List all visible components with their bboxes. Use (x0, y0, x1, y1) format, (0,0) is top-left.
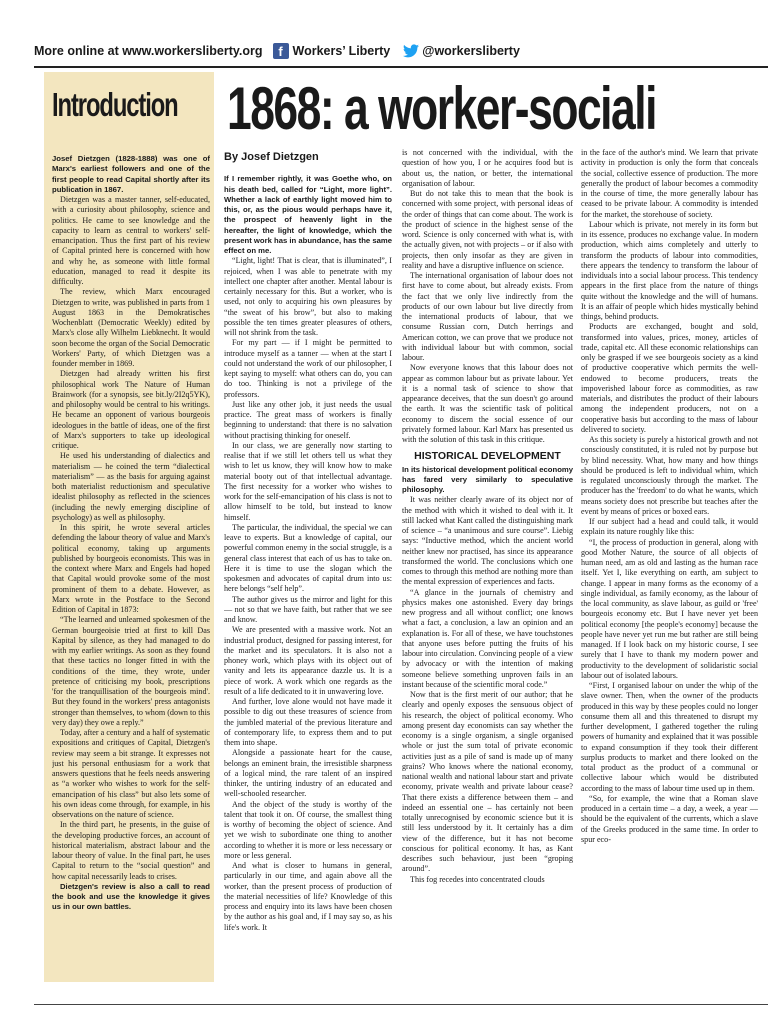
masthead-rule (34, 66, 768, 68)
article-paragraph: And the object of the study is worthy of the talent that took it on. Of course, the smallest thing is worthy of becoming the object of science. And yet we wish to subordinate one thing to another according to whether it is more or less necessary or more or less general. (224, 799, 392, 860)
article-paragraph: As this society is purely a historical growth and not consciously constituted, it is ruled not by purpose but by blind necessity. What, how many and how things should be produced is left to individual whim, which is regulated unconsciously through the market. The producer has the 'freedom' to do what he wants, which means society does not prescribe but teaches after the event by means of prices or boxed ears. (581, 435, 758, 516)
article-headline: 1868: a worker-sociali (227, 75, 656, 142)
intro-quote: “The learned and unlearned spokesmen of the German bourgeoisie tried at first to kill Das Kapital by silence, as they had managed to do with my earlier writings. As soon as they found that these tactics no longer fitted in with the conditions of the time, they wrote, under pretence of criticising my book, prescriptions 'for the tranquillisation of the bourgeois mind'. But they found in the workers' press antagonists stronger than themselves, to whom (down to this very day) they owe a reply.” (52, 615, 210, 727)
article-paragraph: We are presented with a massive work. Not an industrial product, designed for passing interest, for the market and its speculators. It is also not a phoney work, which plays with its object out of vanity and lets its appearance dazzle us. It is a piece of work. A work which one regards as the result of a life dedicated to it in unwavering love. (224, 625, 392, 696)
intro-paragraph: In the third part, he presents, in the guise of the developing productive forces, an account of historical materialism, abstract labour and the labour theory of value. In the final part, he uses Capital to return to the “social question” and how capital necessarily leads to crises. (52, 820, 210, 881)
article-paragraph: The particular, the individual, the special we can leave to experts. But a knowledge of capital, our powerful common enemy in the social struggle, is a general class interest that each of us has to take on. Here it is time to use the slogan which the spokesmen and advocates of capital drum into us: here belongs “self help”. (224, 522, 392, 594)
article-paragraph: Labour which is private, not merely in its form but in its essence, produces no exchange value. In modern production, which aims completely and utterly to transform the products of labour into commodities, there appears the tendency to transform the labour of individuals into a social labour process. This tendency appears in the first place from the nature of things quite without the knowledge and the will of humans. It is an affair of people which hides mystically behind things, behind products. (581, 219, 758, 321)
section-lead: In its historical development political economy has fared very similarly to speculative philosophy. (402, 464, 573, 494)
article-column-3 (581, 148, 758, 978)
article-quote: “First, I organised labour on under the whip of the slave owner. Then, when the owner of the products produced in this way by these peoples could no longer consume them all and this threatened to disrupt my further development, I gathered together the ruling powers of humanity and explained that it was possible to expand consumption if they took their different surplus products to market and there looked on the total product as the product of a communal or collective labour which would be distributed according to the mass of labour time used up in them. (581, 681, 758, 793)
introduction-title: Introduction (52, 86, 178, 123)
footer-rule (34, 1004, 768, 1005)
article-paragraph: In our class, we are generally now starting to realise that if we still let others tell us what they wish to let us know, they will know how to make material booty out of that intellectual advantage. The first necessity for a worker who wishes to work for the self-emancipation of his class is not to allow himself to be told, but instead to know himself. (224, 440, 392, 522)
intro-paragraph: The review, which Marx encouraged Dietzgen to write, was published in parts from 1 August 1863 in the Demokratisches Wochenblatt (Democratic Weekly) edited by Marx's close ally Wilhelm Liebknecht. It would soon become the organ of the Social Democratic Workers' Party, of which Dietzgen was a founder member in 1869. (52, 287, 210, 368)
article-column-2 (402, 148, 573, 978)
section-heading: HISTORICAL DEVELOPMENT (414, 450, 561, 463)
intro-paragraph: He used his understanding of dialectics and materialism — he coined the term “dialectical materialism” — as the basis for arguing against both materialist reductionism and speculative idealist philosophy as reflected in the sciences (including the newly emerging discipline of psychology) as well as philosophy. (52, 451, 210, 522)
article-paragraph: “A glance in the journals of chemistry and physics makes one astonished. Every day brings new progress and all without conflict; one knows what a fact, a conclusion, a law an opinion and an explanation is. For all of these, we have touchstones that anyone uses before putting the fruits of his labour into circulation. Convincing people of a view by advocacy or with the intention of making someone believe something unproven fails in an instant because of the scientific moral code.” (402, 587, 573, 689)
site-url[interactable]: More online at www.workersliberty.org (34, 44, 263, 58)
article-paragraph: It was neither clearly aware of its object nor of the method with which it wished to deal with it. It still lacked what Kant called the distinguishing mark of science – “a unanimous and sure course”. Liebig says: “Inductive method, which the ancient world neither knew nor practised, has since its appearance transformed the world. The conclusions which one comes to through this method are nothing more than the mental expression of experiences and facts. (402, 495, 573, 587)
article-paragraph: Alongside a passionate heart for the cause, belongs an eminent brain, the irresistible sharpness of a logical mind, the rare talent of an inspired thinker, the untiring industry of an educated and well-schooled researcher. (224, 748, 392, 799)
article-paragraph: But do not take this to mean that the book is concerned with some project, with personal ideas of the order of things that can come about. The work is the product of science in the highest sense of the word. Science is only concerned with what is, with the actually given, not with projects – or if also with projects, then only insofar as they are given in reality and have a disruptive influence on science. (402, 189, 573, 270)
article-paragraph: in the face of the author's mind. We learn that private activity in production is only the form that conceals the social, collective essence of production. The more generally the product of labour becomes a commodity in the course of time, the more generally labour has ceased to be private labour. A commodity is intended for the market, the storehouse of society. (581, 148, 758, 219)
introduction-column (52, 154, 210, 964)
facebook-label[interactable]: Workers’ Liberty (292, 44, 391, 58)
article-quote: “So, for example, the wine that a Roman slave produced in a certain time – a day, a week, a year — should be the equivalent of the currents, which a slave of the Greeks produced in the same time. In order to spur eco- (581, 793, 758, 844)
article-paragraph: Now that is the first merit of our author; that he clearly and openly exposes the sensuous object of his research, the object of political economy. Who among present day economists can say whether the economy is a single organism, a single organised whole or just the sum total of private economic activities just as a pile of sand is made up of many grains? Who knows where the national economy, national wealth and national labour start and private economy, private wealth and private labour cease? That there exists a difference between them – and indeed an essential one – has certainly not been totally unrecognised by economic science but it is still less understood by it. It certainly has a dim view of the difference, but it has not become conscious for political economy. It has, as Kant describes such behaviour, just been “groping around”. (402, 690, 573, 874)
article-lead: If I remember rightly, it was Goethe who, on his death bed, called for “Light, more light”. Whether a lack of earthly light moved him to this, or, as the pious would perhaps have it, the prospect of heavenly light in the hereafter, the light of knowledge, which the present work has in abundance, has the same effect on me. (224, 174, 392, 255)
article-quote: “I, the process of production in general, along with good Mother Nature, the source of all objects of human need, am as old and lasting as the human race itself. Yet I, like everything on earth, am subject to change. I appear in many forms as the economy of a single individual, as family economy, as the labour of the local community, as slave labour, as guild or 'free' bourgeois economy etc. But I have never yet been political economy [the people's economy] because the people have never yet run me but rather are still being managed. If I look back on my historic course, I see surely that I have to thank my modern power and productivity to the development of solidaristic social labour out of isolated labours. (581, 537, 758, 680)
intro-paragraph: Today, after a century and a half of systematic expositions and critiques of Capital, Dietzgen's review may seem a bit strange. It expresses not just his personal enthusiasm for a work that answers questions that he feels needs answering as “a worker who wishes to work for the self-emancipation of his class” but also lets some of his own ideas come through, for example, in his observations on the nature of science. (52, 728, 210, 819)
article-paragraph: Just like any other job, it just needs the usual practice. The great mass of workers is finally beginning to understand: that there is no salvation without practising thinking for oneself. (224, 399, 392, 440)
intro-paragraph: Dietzgen was a master tanner, self-educated, with a curiosity about philosophy, science and politics. He came to see knowledge and the capacity to learn as central to workers' self-emancipation. Thus the first part of his review of Capital printed here is concerned with how and why he, as someone with little formal education, managed to read it despite its difficulty. (52, 195, 210, 286)
facebook-icon[interactable]: f (273, 43, 289, 59)
twitter-icon[interactable] (402, 43, 420, 59)
intro-paragraph: In this spirit, he wrote several articles defending the labour theory of value and Marx's political economy, taking up arguments published by bourgeois economists. This was in the context where Marx and Engels had hoped that Capital would provoke some of the most prominent of them to a debate. However, as Marx wrote in the Postface to the Second Edition of Capital in 1873: (52, 523, 210, 614)
article-paragraph: is not concerned with the individual, with the question of how you, I or he acquires food but is about us, the nation, or better, the international organisation of labour. (402, 148, 573, 188)
article-paragraph: “Light, light! That is clear, that is illuminated”, I rejoiced, when I was able to penetrate with my intellect one chapter after another. Mental labour is certainly necessary for this. But a worker, who is used, not only to acquiring his own pleasures by “the sweat of his brow”, but also to making possible the ten times greater pleasures of others, will not shrink from the task. (224, 256, 392, 337)
article-paragraph: And further, love alone would not have made it possible to dig out these treasures of science from the jumbled material of the previous literature and of contemporary life, to express them and to put them into shape. (224, 697, 392, 747)
article-paragraph: The author gives us the mirror and light for this — not so that we have faith, but rather that we see and know. (224, 594, 392, 624)
intro-paragraph: Dietzgen had already written his first philosophical work The Nature of Human Brainwork (for a synopsis, see bit.ly/2I2q5YK), and philosophy would be central to his writings. He became an opponent of various bourgeois ideologues in the battle of ideas, one of the first of Marx's supporters to take up ideological critique. (52, 369, 210, 450)
article-paragraph: Products are exchanged, bought and sold, transformed into values, prices, money, articles of trade, capital etc. All these economic relationships can only be grasped if we see bourgeois society as a kind of productive cooperative which permits the well-endowed to become producers, treats the impoverished labour force as commodities, as raw materials, and distributes the product of their labours among the independent producers, not on a cooperative basis but according to the mass of labour delivered to society. (581, 322, 758, 434)
article-paragraph: The international organisation of labour does not first have to come about, but already exists. From the fact that we only live indirectly from the products of our own labour but live directly from the international products of labour, that we consume Russian corn, Dutch herrings and American cotton, we can prove that we produce not with individual labour but with common, social labour. (402, 271, 573, 362)
intro-lead: Josef Dietzgen (1828-1888) was one of Marx's earliest followers and one of the first people to read Capital shortly after its publication in 1867. (52, 154, 210, 194)
article-paragraph: Now everyone knows that this labour does not appear as common labour but as private labour. Yet it is a normal task of science to show that appearance deceives, that the sun doesn't go around the earth. It was the scientific task of political economy to discern the social essence of our privately formed labour. Karl Marx has presented us with the solution of this task in this critique. (402, 363, 573, 444)
byline: By Josef Dietzgen (224, 151, 319, 163)
article-paragraph: This fog recedes into concentrated clouds (410, 874, 545, 884)
twitter-handle[interactable]: @workersliberty (422, 44, 520, 58)
article-paragraph: If our subject had a head and could talk, it would explain its nature roughly like this: (581, 517, 758, 537)
article-paragraph: For my part — if I might be permitted to introduce myself as a tanner — when at the start I could not understand the work of our philosopher, I kept saying to myself: what others can do, you can do too. Thinking is not a privilege of the professors. (224, 338, 392, 399)
article-paragraph: And what is closer to humans in general, particularly in our time, and again above all the worker, than the present process of production of the material necessities of life? Knowledge of this process and enquiry into its laws have been chosen by the author as his goal and, if I may say so, as his life's work. It (224, 861, 392, 932)
article-column-1 (224, 148, 392, 978)
masthead-bar (34, 40, 768, 62)
intro-closing: Dietzgen's review is also a call to read the book and use the knowledge it gives us in our own battles. (52, 881, 210, 912)
